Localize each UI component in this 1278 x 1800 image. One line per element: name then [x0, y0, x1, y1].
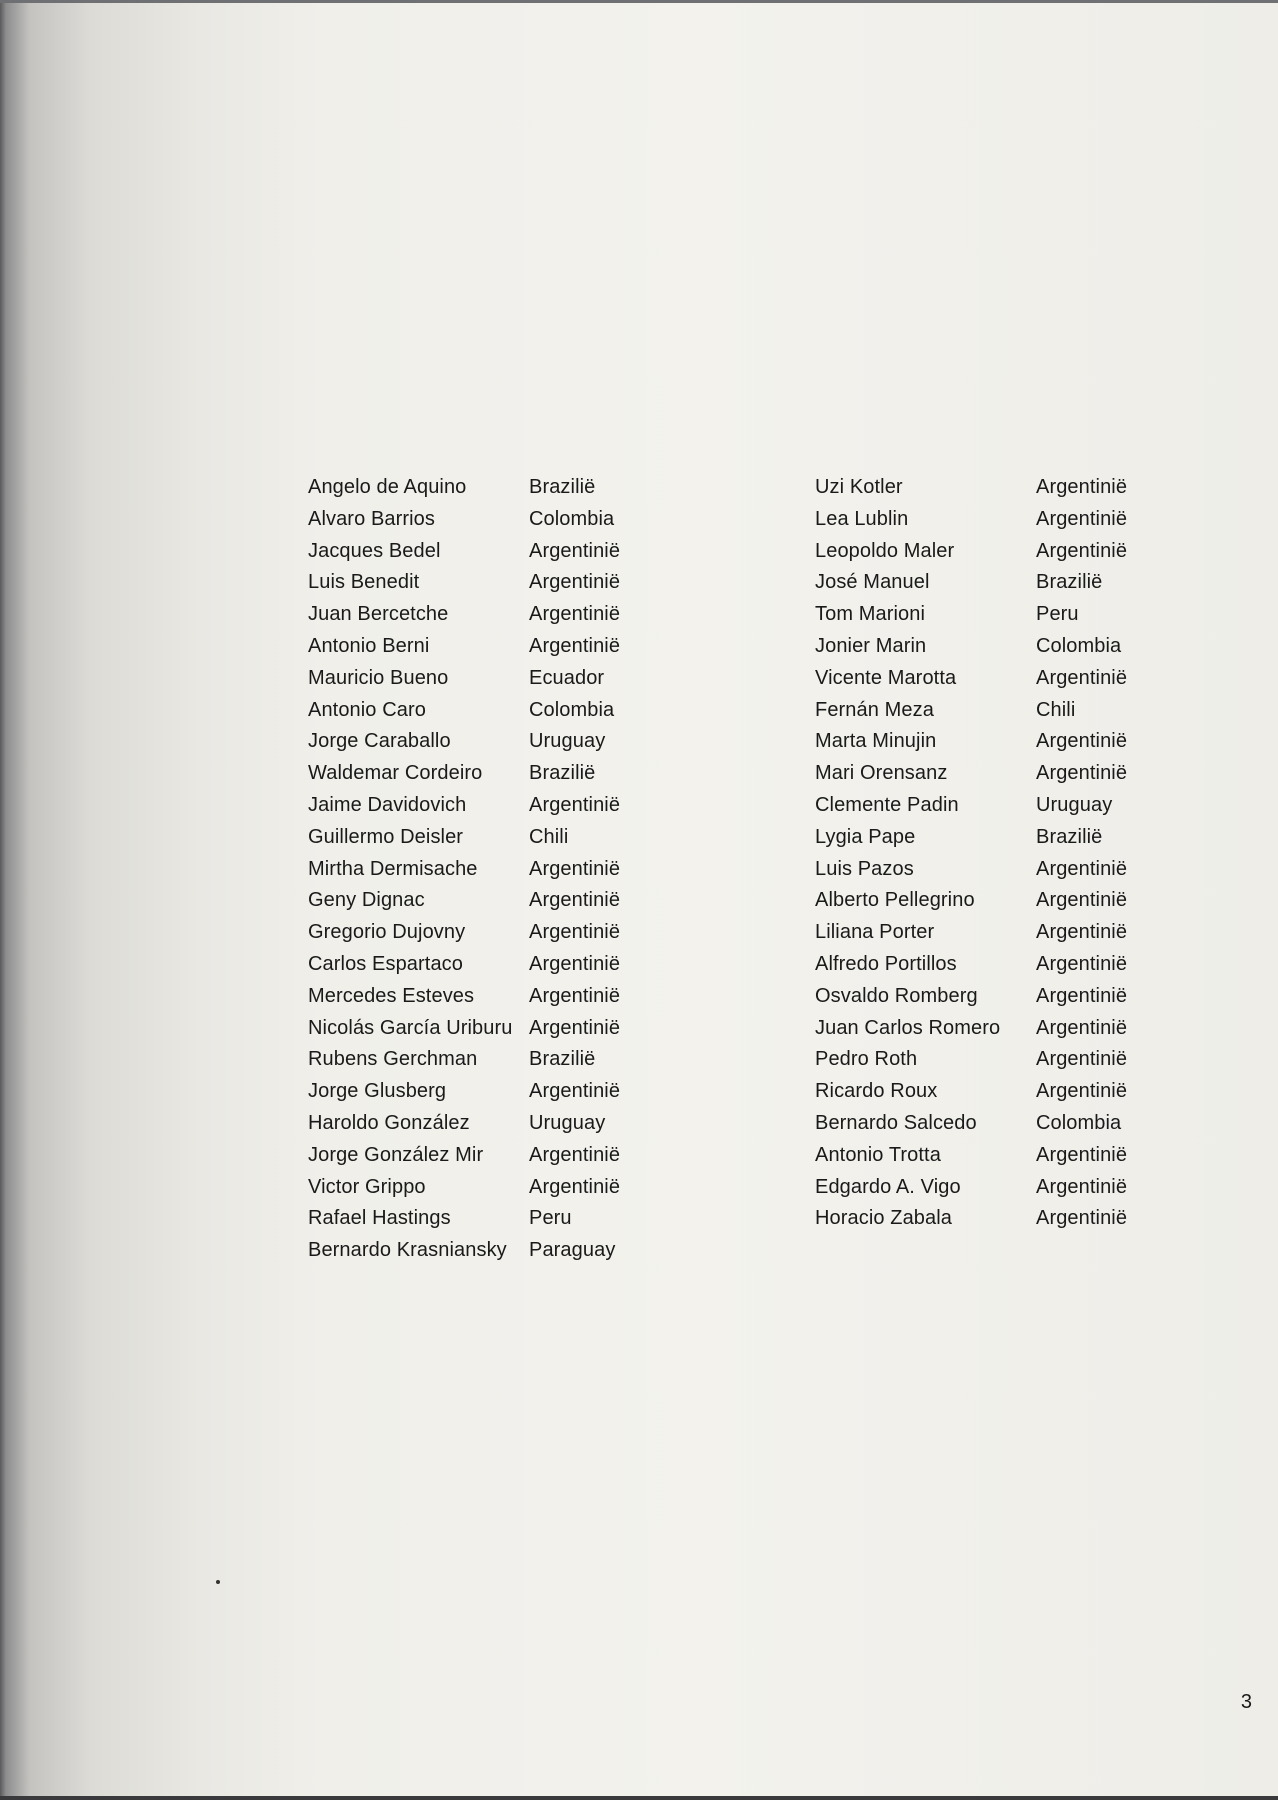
artist-country: Argentinië — [529, 603, 621, 626]
artist-row — [308, 504, 620, 536]
artist-country: Colombia — [529, 507, 615, 530]
page-top-edge — [0, 0, 1278, 3]
artist-country: Argentinië — [529, 921, 621, 944]
artist-country: Argentinië — [529, 1143, 621, 1166]
artist-country: Argentinië — [1036, 952, 1128, 975]
artist-name: Antonio Berni — [308, 634, 430, 657]
artist-name: Victor Grippo — [308, 1175, 426, 1198]
artist-name: Alfredo Portillos — [815, 952, 957, 975]
artist-country: Argentinië — [1036, 1080, 1128, 1103]
artist-row — [815, 917, 1127, 949]
artist-country: Colombia — [1036, 1111, 1122, 1134]
artist-country: Brazilië — [529, 476, 596, 498]
artist-row — [308, 1172, 620, 1204]
artist-row — [815, 504, 1127, 536]
artist-row — [815, 472, 1127, 504]
artist-country: Argentinië — [1036, 1143, 1128, 1166]
artist-country: Argentinië — [529, 634, 621, 657]
artist-row — [308, 790, 620, 822]
artist-row — [308, 1235, 620, 1267]
artist-country: Argentinië — [1036, 921, 1128, 944]
artist-name: Osvaldo Romberg — [815, 984, 978, 1007]
artist-row — [815, 663, 1127, 695]
artist-country: Argentinië — [1036, 1048, 1128, 1071]
artist-country: Argentinië — [529, 857, 621, 880]
artist-country: Argentinië — [1036, 476, 1128, 498]
artist-name: Rafael Hastings — [308, 1207, 451, 1230]
artist-country: Argentinië — [529, 793, 621, 816]
artist-row — [308, 1203, 620, 1235]
artist-country: Paraguay — [529, 1239, 616, 1262]
artist-row — [815, 1108, 1127, 1140]
artist-row — [308, 599, 620, 631]
artist-row — [815, 758, 1127, 790]
artist-name: Waldemar Cordeiro — [308, 762, 483, 785]
artist-name: Mauricio Bueno — [308, 666, 449, 689]
artist-row — [815, 1140, 1127, 1172]
artist-name: Liliana Porter — [815, 921, 935, 944]
artist-country: Colombia — [529, 698, 615, 721]
artist-name: Bernardo Salcedo — [815, 1111, 977, 1134]
artist-row — [308, 631, 620, 663]
artist-country: Argentinië — [1036, 1175, 1128, 1198]
artist-country: Argentinië — [529, 952, 621, 975]
artist-row — [815, 981, 1127, 1013]
artist-country: Uruguay — [1036, 793, 1113, 816]
print-speck — [216, 1580, 220, 1584]
artist-country: Argentinië — [1036, 1207, 1128, 1230]
artist-row — [815, 790, 1127, 822]
artist-row — [308, 981, 620, 1013]
artist-name: Carlos Espartaco — [308, 952, 463, 975]
artist-name: Marta Minujin — [815, 730, 937, 753]
artist-name: Mari Orensanz — [815, 762, 948, 785]
artist-name: Jorge Caraballo — [308, 730, 451, 753]
artist-list-right — [815, 472, 1127, 1235]
artist-name: Gregorio Dujovny — [308, 921, 466, 944]
artist-country: Chili — [529, 825, 569, 848]
artist-country: Uruguay — [529, 730, 606, 753]
artist-country: Uruguay — [529, 1111, 606, 1134]
artist-row — [815, 885, 1127, 917]
artist-name: Rubens Gerchman — [308, 1048, 478, 1071]
artist-name: Edgardo A. Vigo — [815, 1175, 961, 1198]
artist-country: Argentinië — [1036, 889, 1128, 912]
artist-name: Pedro Roth — [815, 1048, 918, 1071]
artist-name: Jorge González Mir — [308, 1143, 484, 1166]
artist-row — [308, 536, 620, 568]
artist-row — [308, 1044, 620, 1076]
artist-name: Geny Dignac — [308, 889, 425, 912]
artist-country: Brazilië — [1036, 571, 1103, 594]
artist-name: Clemente Padin — [815, 793, 959, 816]
artist-row — [308, 854, 620, 886]
artist-row — [815, 631, 1127, 663]
artist-row — [815, 949, 1127, 981]
artist-name: Antonio Caro — [308, 698, 426, 721]
artist-name: Tom Marioni — [815, 603, 926, 626]
artist-country: Argentinië — [1036, 507, 1128, 530]
artist-row — [308, 663, 620, 695]
artist-name: Jorge Glusberg — [308, 1080, 447, 1103]
artist-country: Brazilië — [529, 762, 596, 785]
artist-row — [308, 1108, 620, 1140]
artist-name: Guillermo Deisler — [308, 825, 464, 848]
artist-name: José Manuel — [815, 571, 930, 594]
artist-row — [308, 1076, 620, 1108]
artist-country: Peru — [529, 1207, 572, 1230]
artist-name: Vicente Marotta — [815, 666, 957, 689]
page-number: 3 — [1240, 1691, 1252, 1713]
artist-row — [815, 854, 1127, 886]
artist-country: Colombia — [1036, 634, 1122, 657]
artist-name: Mirtha Dermisache — [308, 857, 478, 880]
artist-country: Chili — [1036, 698, 1076, 721]
artist-row — [308, 822, 620, 854]
artist-row — [308, 1013, 620, 1045]
artist-name: Luis Pazos — [815, 857, 914, 880]
artist-name: Horacio Zabala — [815, 1207, 953, 1230]
artist-country: Argentinië — [529, 1175, 621, 1198]
artist-name: Lygia Pape — [815, 825, 916, 848]
artist-country: Argentinië — [1036, 984, 1128, 1007]
artist-country: Argentinië — [1036, 730, 1128, 753]
artist-row — [308, 917, 620, 949]
artist-row — [308, 758, 620, 790]
artist-country: Argentinië — [529, 571, 621, 594]
artist-row — [815, 1172, 1127, 1204]
artist-country: Argentinië — [529, 1080, 621, 1103]
artist-name: Haroldo González — [308, 1111, 470, 1134]
artist-name: Mercedes Esteves — [308, 984, 475, 1007]
artist-country: Argentinië — [529, 539, 621, 562]
artist-row — [815, 1076, 1127, 1108]
artist-name: Antonio Trotta — [815, 1143, 941, 1166]
artist-name: Bernardo Krasniansky — [308, 1239, 507, 1262]
artist-name: Alvaro Barrios — [308, 507, 435, 530]
artist-country: Ecuador — [529, 666, 605, 689]
artist-country: Argentinië — [1036, 1016, 1128, 1039]
artist-list-left — [308, 472, 620, 1267]
artist-row — [308, 695, 620, 727]
artist-row — [308, 726, 620, 758]
artist-row — [308, 1140, 620, 1172]
artist-row — [308, 472, 620, 504]
artist-country: Argentinië — [1036, 857, 1128, 880]
artist-country: Argentinië — [529, 889, 621, 912]
artist-name: Uzi Kotler — [815, 476, 903, 498]
artist-row — [815, 536, 1127, 568]
artist-name: Nicolás García Uriburu — [308, 1016, 513, 1039]
artist-name: Jacques Bedel — [308, 539, 441, 562]
artist-country: Argentinië — [1036, 666, 1128, 689]
artist-row — [815, 1203, 1127, 1235]
artist-name: Fernán Meza — [815, 698, 934, 721]
artist-name: Juan Carlos Romero — [815, 1016, 1001, 1039]
artist-row — [308, 885, 620, 917]
artist-country: Brazilië — [1036, 825, 1103, 848]
artist-name: Jaime Davidovich — [308, 793, 467, 816]
artist-name: Jonier Marin — [815, 634, 927, 657]
artist-row — [815, 1013, 1127, 1045]
page-bottom-edge — [0, 1796, 1278, 1800]
artist-name: Alberto Pellegrino — [815, 889, 975, 912]
artist-row — [308, 567, 620, 599]
artist-row — [815, 1044, 1127, 1076]
artist-country: Peru — [1036, 603, 1079, 626]
artist-row — [815, 567, 1127, 599]
artist-country: Argentinië — [529, 984, 621, 1007]
artist-name: Angelo de Aquino — [308, 476, 467, 498]
artist-country: Argentinië — [529, 1016, 621, 1039]
artist-row — [815, 695, 1127, 727]
artist-name: Leopoldo Maler — [815, 539, 955, 562]
artist-row — [815, 822, 1127, 854]
artist-name: Luis Benedit — [308, 571, 420, 594]
artist-country: Argentinië — [1036, 762, 1128, 785]
artist-row — [308, 949, 620, 981]
artist-name: Juan Bercetche — [308, 603, 449, 626]
artist-country: Brazilië — [529, 1048, 596, 1071]
artist-name: Lea Lublin — [815, 507, 909, 530]
artist-name: Ricardo Roux — [815, 1080, 938, 1103]
artist-country: Argentinië — [1036, 539, 1128, 562]
artist-row — [815, 599, 1127, 631]
artist-row — [815, 726, 1127, 758]
